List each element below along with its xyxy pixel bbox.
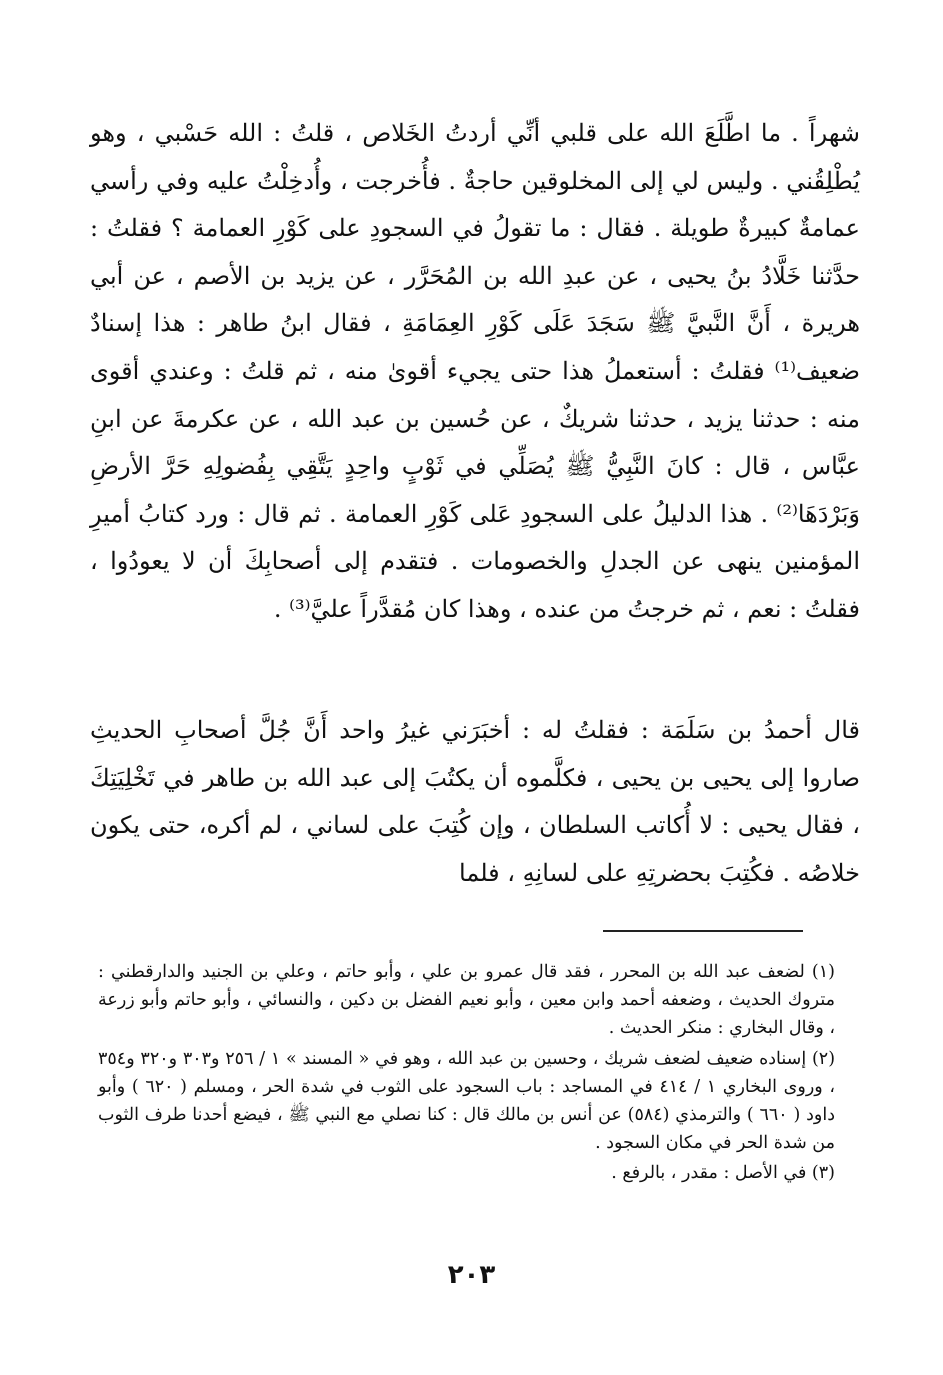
body-paragraph-1: شهراً . ما اطَّلَعَ الله على قلبي أنِّي أردتُ الخَلاص ، قلتُ : الله حَسْبي ، وهو يُطْلِقُني . وليس لي إلى المخلوقين حاجةٌ . فأُخرجت ، وأُدخِلْتُ عليه وفي رأسي عمامةٌ كبيرةٌ طويلة . فقال : ما تقولُ في السجودِ على كَوْرِ العمامة ؟ فقلتُ : حدَّثنا خَلَّادُ بنُ يحيى ، عن عبدِ الله بن المُحَرَّر ، عن يزيد بن الأصم ، عن أبي هريرة ، أَنَّ النَّبيَّ ﷺ سَجَدَ عَلَى كَوْرِ العِمَامَةِ ، فقال ابنُ طاهر : هذا إسنادٌ ضعيف⁽¹⁾ فقلتُ : أستعملُ هذا حتى يجيء أقوىٰ منه ، ثم قلتُ : وعندي أقوى منه : حدثنا يزيد ، حدثنا شريكٌ ، عن حُسين بن عبد الله ، عن عكرمةَ عن ابنِ عبَّاس ، قال : كانَ النَّبِيُّ ﷺ يُصَلِّي في ثَوْبٍ واحِدٍ يَتَّقِي بِفُضولِهِ حَرَّ الأرضِ وَبَرْدَهَا⁽²⁾ . هذا الدليلُ على السجودِ عَلى كَوْرِ العمامة . ثم قال : ورد كتابُ أميرِ المؤمنين ينهى عن الجدلِ والخصومات . فتقدم إلى أصحابِكَ أن لا يعودُوا ، فقلتُ : نعم ، ثم خرجتُ من عنده ، وهذا كان مُقدَّراً عليَّ⁽³⁾ . xyxy=(90,119,860,623)
footnote-2: (٢) إسناده ضعيف لضعف شريك ، وحسين بن عبد الله ، وهو في « المسند » ١ / ٢٥٦ و٣٠٣ و٣٢٠ و٣٥٤ ، وروى البخاري ١ / ٤١٤ في المساجد : باب السجود على الثوب في شدة الحر ، ومسلم ( ٦٢٠ ) وأبو داود ( ٦٦٠ ) والترمذي (٥٨٤) عن أنس بن مالك قال : كنا نصلي مع النبي ﷺ ، فيضع أحدنا طرف الثوب من شدة الحر في مكان السجود . xyxy=(98,1048,836,1154)
footnote-3: (٣) في الأصل : مقدر ، بالرفع . xyxy=(611,1163,835,1184)
footnote-1: (١) لضعف عبد الله بن المحرر ، فقد قال عمرو بن علي ، وأبو حاتم ، وعلي بن الجنيد والدارقطني : متروك الحديث ، وضعفه أحمد وابن معين ، وأبو نعيم الفضل بن دكين ، والنسائي ، وأبو حاتم وأبو زرعة ، وقال البخاري : منكر الحديث . xyxy=(98,962,835,1039)
body-paragraph-2: قال أحمدُ بن سَلَمَة : فقلتُ له : أخبَرَني غيرُ واحد أَنَّ جُلَّ أصحابِ الحديثِ صاروا إلى يحيى بن يحيى ، فكلَّموه أن يكتُبَ إلى عبد الله بن طاهر في تَخْلِيَتِكَ ، فقال يحيى : لا أُكاتب السلطان ، وإن كُتِبَ على لساني ، لم أكره، حتى يكون خلاصُه . فكُتِبَ بحضرتِهِ على لسانِهِ ، فلما xyxy=(90,716,860,887)
page-number: ٢٠٣ xyxy=(447,1260,496,1290)
footnotes xyxy=(98,958,835,1188)
footnote-separator xyxy=(603,930,803,932)
